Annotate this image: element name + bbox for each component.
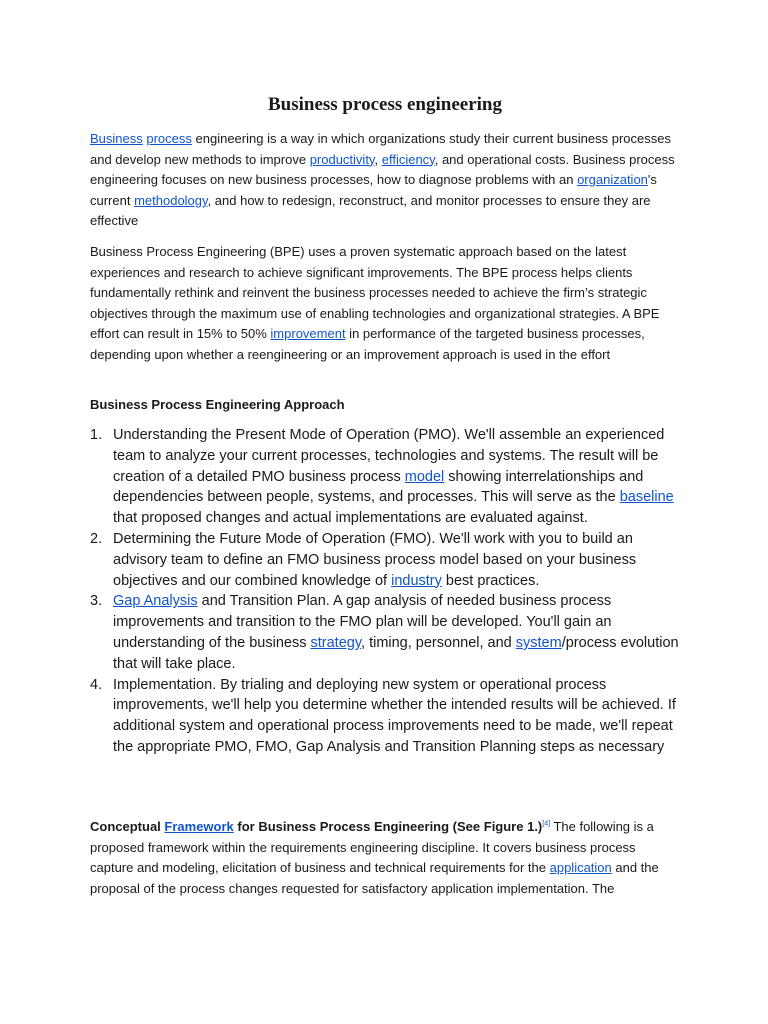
paragraph-text: 's current [90, 172, 657, 208]
list-text: Implementation. By trialing and deploying new system or operational process improvements, we'll help you determine whether the intended results will be achieved. If additional system and operational process improvements need to be made, we'll repeat the appropriate PMO, FMO, Gap Analysis and Transition Planning steps as necessary [113, 676, 676, 755]
list-number: 4. [90, 676, 103, 693]
list-text: Understanding the Present Mode of Operation (PMO). We'll assemble an experienced team to analyze your current processes, technologies and systems. The result will be creation of a detailed PMO business process [113, 427, 665, 485]
approach-heading: Business Process Engineering Approach [90, 397, 345, 412]
list-number: 1. [90, 427, 103, 443]
list-number: 2. [90, 530, 103, 547]
footnote-ref[interactable]: [4] [542, 820, 551, 828]
link-productivity[interactable]: productivity [309, 151, 375, 167]
paragraph-text: in performance of the targeted business processes, depending upon whether a reengineering or an improvement approach is used in the effort [90, 326, 645, 362]
list-text: and Transition Plan. A gap analysis of needed business process improvements and transition to the FMO plan will be developed. You'll gain an understanding of the business [113, 593, 612, 651]
paragraph-text: , [374, 151, 382, 167]
paragraph-text: The following is a proposed framework within the requirements engineering discipline. It covers business process capture and modeling, elicitation of business and technical requirements for the [90, 819, 654, 875]
list-text: best practices. [441, 572, 540, 589]
paragraph-text: , and how to redesign, reconstruct, and monitor processes to ensure they are effective [90, 192, 651, 228]
paragraph-text: , and operational costs. Business process engineering focuses on new business processes, how to diagnose problems with an [90, 151, 675, 187]
bold-text: for Business Process Engineering (See Figure 1.) [233, 819, 543, 834]
bpe-paragraph [90, 242, 680, 365]
link-model[interactable]: model [404, 468, 445, 485]
paragraph-text: and the proposal of the process changes requested for satisfactory application implementation. The [90, 860, 659, 896]
link-framework[interactable]: Framework [164, 819, 234, 834]
link-methodology[interactable]: methodology [134, 192, 208, 208]
bold-text: Conceptual [90, 819, 165, 834]
list-item [90, 529, 680, 591]
link-baseline[interactable]: baseline [619, 489, 674, 506]
paragraph-text: Business Process Engineering (BPE) uses a proven systematic approach based on the latest experiences and research to achieve significant improvements. The BPE process helps clients fundamentally rethink and reinvent the business processes needed to achieve the firm’s strategic objectives through the maximum use of enabling technologies and organizational strategies. A BPE effort can result in 15% to 50% [90, 244, 660, 341]
link-improvement[interactable]: improvement [270, 326, 346, 341]
link-industry[interactable]: industry [391, 572, 442, 589]
link-application[interactable]: application [549, 860, 612, 875]
paragraph-text: engineering is a way in which organizations study their current business processes and develop new methods to improve [90, 131, 671, 167]
list-text: /process evolution that will take place. [113, 634, 679, 672]
list-text: Determining the Future Mode of Operation (FMO). We'll work with you to build an advisory team to define an FMO business process model based on your business objectives and our combined knowledge of [113, 530, 637, 589]
list-text: that proposed changes and actual implementations are evaluated against. [113, 510, 588, 527]
link-strategy[interactable]: strategy [310, 634, 362, 651]
list-number: 3. [90, 593, 103, 610]
link-system[interactable]: system [515, 634, 562, 651]
link-organization[interactable]: organization [577, 172, 648, 187]
framework-paragraph [90, 817, 680, 899]
link-gap-analysis[interactable]: Gap Analysis [113, 593, 198, 610]
intro-paragraph [90, 129, 680, 232]
link-process[interactable]: process [146, 131, 192, 146]
approach-list [90, 425, 680, 758]
link-business[interactable]: Business [90, 131, 143, 146]
document-title: Business process engineering [267, 94, 502, 115]
link-efficiency[interactable]: efficiency [381, 151, 435, 167]
list-item [90, 425, 680, 529]
list-item [90, 675, 680, 758]
list-item [90, 591, 680, 674]
list-text: showing interrelationships and dependencies between people, systems, and processes. This will serve as the [113, 468, 644, 506]
list-text: , timing, personnel, and [361, 634, 516, 651]
